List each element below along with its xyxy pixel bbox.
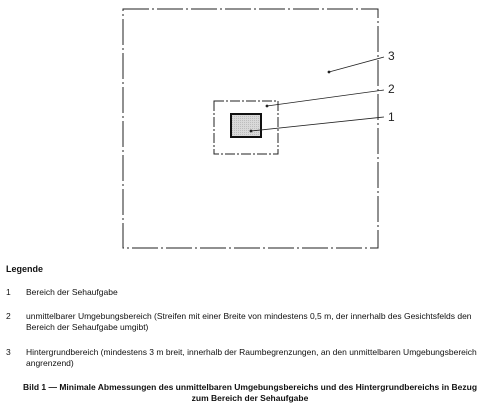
legend-item: [6, 347, 494, 369]
legend-number: 1: [6, 287, 11, 297]
callout-3: 3: [388, 49, 395, 63]
legend-item: [6, 287, 494, 298]
legend-text: Bereich der Sehaufgabe: [26, 287, 118, 297]
legend-heading: Legende: [6, 264, 44, 274]
callout-1: 1: [388, 110, 395, 124]
legend-number: 2: [6, 311, 11, 321]
legend-text: Hintergrundbereich (mindestens 3 m breit, innerhalb der Raumbegrenzungen, an den unmittelbaren Umgebungsbereich angrenzend): [26, 347, 477, 368]
task-area: [231, 114, 261, 137]
legend-number: 3: [6, 347, 11, 357]
leader-line-1: [250, 117, 384, 132]
figure-caption: Bild 1 — Minimale Abmessungen des unmittelbaren Umgebungsbereichs und des Hintergrundbereichs in Bezug zum Bereich der Sehaufgabe: [22, 382, 478, 403]
leader-line-2: [266, 90, 384, 107]
legend-text: unmittelbarer Umgebungsbereich (Streifen mit einer Breite von mindestens 0,5 m, der innerhalb des Gesichtsfelds den Bereich der Sehaufgabe umgibt): [26, 311, 472, 332]
leader-line-3: [328, 57, 384, 73]
callout-2: 2: [388, 82, 395, 96]
legend-item: [6, 311, 494, 333]
